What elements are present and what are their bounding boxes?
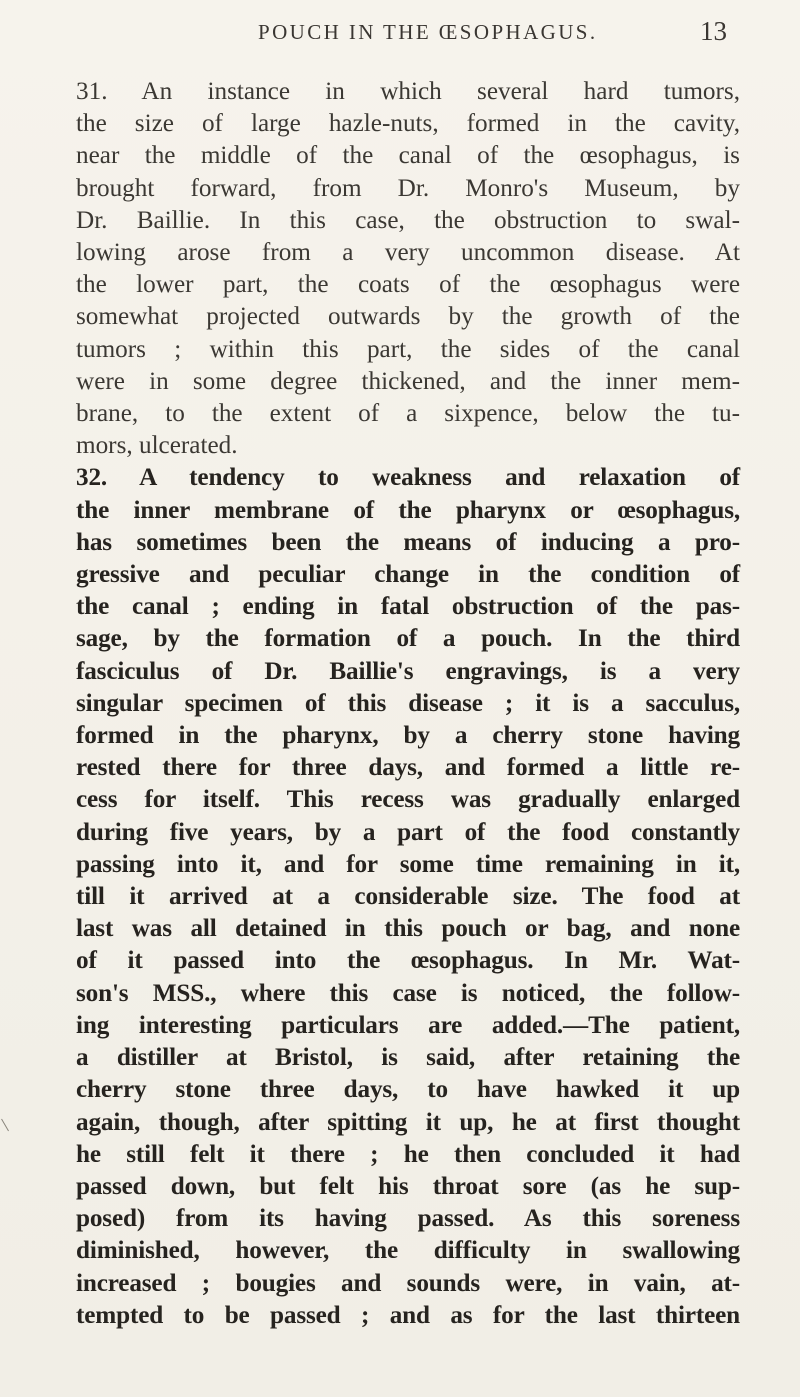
text-line: last was all detained in this pouch or bag, and none — [76, 915, 740, 943]
text-line: the canal ; ending in fatal obstruction of the pas- — [76, 593, 740, 621]
text-line: gressive and peculiar change in the condition of — [76, 561, 740, 589]
text-line: fasciculus of Dr. Baillie's engravings, is a very — [76, 657, 740, 685]
text-line: near the middle of the canal of the œsophagus, is — [76, 142, 740, 170]
text-line: a distiller at Bristol, is said, after retaining the — [76, 1044, 740, 1072]
text-line: during five years, by a part of the food constantly — [76, 818, 740, 846]
margin-pencil-mark — [1, 1115, 16, 1132]
text-line: formed in the pharynx, by a cherry stone having — [76, 722, 740, 750]
text-line: tumors ; within this part, the sides of the canal — [76, 335, 740, 363]
text-line: cherry stone three days, to have hawked it up — [76, 1076, 740, 1104]
text-line: were in some degree thickened, and the inner mem- — [76, 367, 740, 395]
text-line: singular specimen of this disease ; it is a sacculus, — [76, 689, 740, 717]
text-line: increased ; bougies and sounds were, in vain, at- — [76, 1269, 740, 1297]
text-line: Dr. Baillie. In this case, the obstruction to swal- — [76, 206, 740, 234]
running-title: POUCH IN THE ŒSOPHAGUS. — [258, 20, 598, 44]
text-line: till it arrived at a considerable size. The food at — [76, 883, 740, 911]
body-text — [50, 76, 740, 1332]
text-line: brane, to the extent of a sixpence, below the tu- — [76, 400, 740, 428]
text-line: cess for itself. This recess was gradually enlarged — [76, 786, 740, 814]
page-number: 13 — [700, 16, 727, 46]
text-line: has sometimes been the means of inducing a pro- — [76, 528, 740, 556]
text-line: brought forward, from Dr. Monro's Museum, by — [76, 174, 740, 202]
text-line: son's MSS., where this case is noticed, the follow- — [76, 979, 740, 1007]
text-line: 31. An instance in which several hard tumors, — [76, 78, 740, 105]
text-line: again, though, after spitting it up, he at first thought — [76, 1108, 740, 1136]
text-line: rested there for three days, and formed a little re- — [76, 754, 740, 782]
text-line: tempted to be passed ; and as for the last thirteen — [76, 1301, 740, 1329]
paragraph-32 — [50, 462, 740, 1331]
running-head — [0, 16, 800, 50]
text-line: passing into it, and for some time remaining in it, — [76, 850, 740, 878]
paragraph-31 — [50, 76, 740, 462]
text-line: the size of large hazle-nuts, formed in the cavity, — [76, 110, 740, 138]
text-line: sage, by the formation of a pouch. In the third — [76, 625, 740, 653]
text-line: the inner membrane of the pharynx or œsophagus, — [76, 496, 740, 524]
text-line: mors, ulcerated. — [76, 432, 238, 460]
text-line: the lower part, the coats of the œsophagus were — [76, 271, 740, 299]
text-line: passed down, but felt his throat sore (as he sup- — [76, 1172, 740, 1200]
text-line: lowing arose from a very uncommon disease. At — [76, 239, 740, 267]
text-line: of it passed into the œsophagus. In Mr. Wat- — [76, 947, 740, 975]
text-line: ing interesting particulars are added.—The patient, — [76, 1011, 740, 1039]
text-line: diminished, however, the difficulty in swallowing — [76, 1237, 740, 1265]
text-line: he still felt it there ; he then concluded it had — [76, 1140, 740, 1168]
text-line: posed) from its having passed. As this soreness — [76, 1205, 740, 1233]
text-line: 32. A tendency to weakness and relaxation of — [76, 464, 740, 492]
text-line: somewhat projected outwards by the growth of the — [76, 303, 740, 331]
